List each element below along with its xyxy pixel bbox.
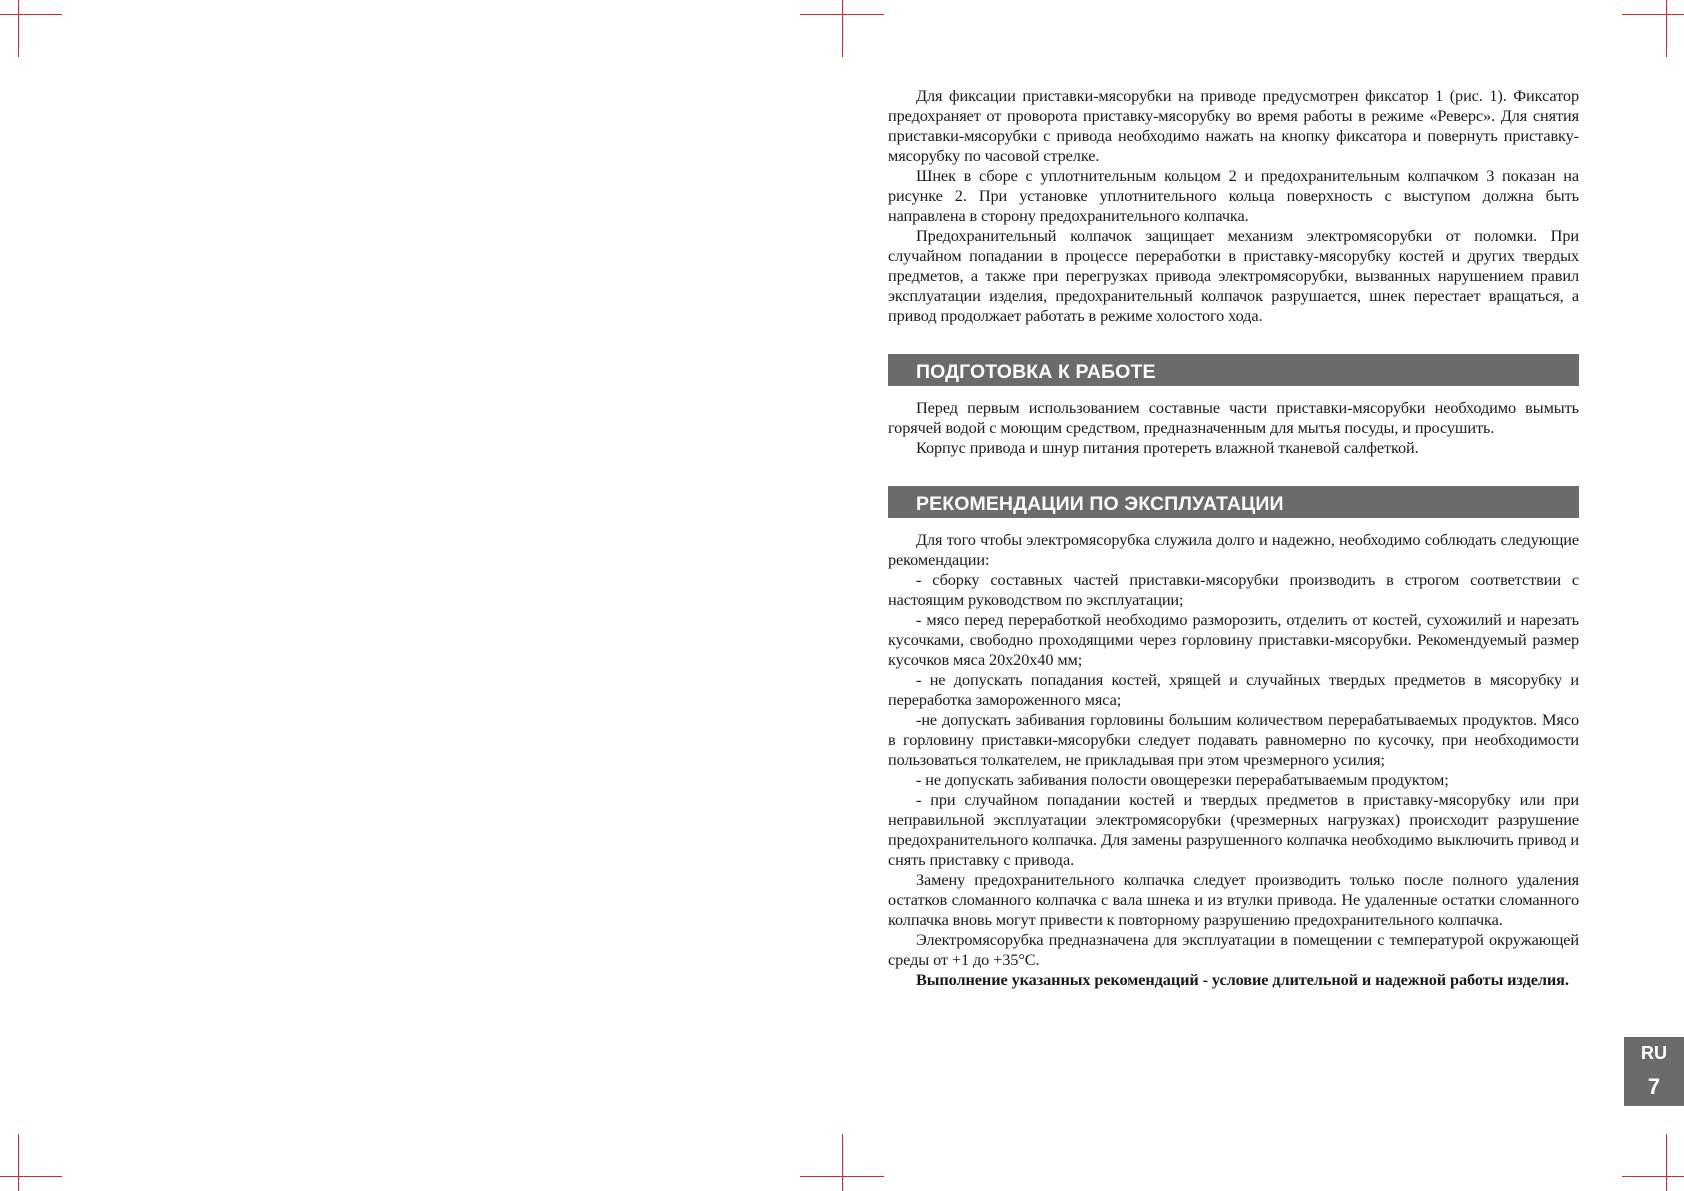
recommendation-item: - не допускать попадания костей, хрящей и случайных твердых предметов в мясорубку и переработка замороженного мяса; — [888, 670, 1579, 709]
section-heading-preparation: ПОДГОТОВКА К РАБОТЕ — [888, 354, 1579, 386]
intro-section — [888, 86, 1579, 326]
intro-paragraph: Шнек в сборе с уплотнительным кольцом 2 и предохранительным колпачком 3 показан на рисунке 2. При установке уплотнительного кольца поверхность с выступом должна быть направлена в сторону предохранительного колпачка. — [888, 166, 1579, 225]
bold-note: Выполнение указанных рекомендаций - условие длительной и надежной работы изделия. — [916, 970, 1569, 989]
preparation-paragraph: Корпус привода и шнур питания протереть влажной тканевой салфеткой. — [916, 438, 1419, 457]
recommendation-item: -не допускать забивания горловины большим количеством перерабатываемых продуктов. Мясо в горловину приставки-мясорубки следует подавать равномерно по кусочку, при необходимости пользоваться толкателем, не прикладывая при этом чрезмерного усилия; — [888, 710, 1579, 769]
recommendation-paragraph: Электромясорубка предназначена для эксплуатации в помещении с температурой окружающей среды от +1 до +35°С. — [888, 930, 1579, 969]
intro-paragraph: Предохранительный колпачок защищает механизм электромясорубки от поломки. При случайном попадании в процессе переработки в приставку-мясорубку костей и других твердых предметов, а также при перегрузках привода электромясорубки, вызванных нарушением правил эксплуатации изделия, предохранительный колпачок разрушается, шнек перестает вращаться, а привод продолжает работать в режиме холостого хода. — [888, 226, 1579, 325]
language-page-tab — [1624, 1037, 1684, 1106]
recommendation-item: - сборку составных частей приставки-мясорубки производить в строгом соответствии с настоящим руководством по эксплуатации; — [888, 570, 1579, 609]
preparation-paragraph: Перед первым использованием составные части приставки-мясорубки необходимо вымыть горячей водой с моющим средством, предназначенным для мытья посуды, и просушить. — [888, 398, 1579, 437]
language-label: RU — [1641, 1043, 1667, 1063]
page-number: 7 — [1647, 1074, 1661, 1099]
page-content-column — [888, 86, 1579, 990]
recommendation-item: - при случайном попадании костей и твердых предметов в приставку-мясорубку или при неправильной эксплуатации электромясорубки (чрезмерных нагрузках) происходит разрушение предохранительного колпачка. Для замены разрушенного колпачка необходимо выключить привод и снять приставку с привода. — [888, 790, 1579, 869]
intro-paragraph: Для фиксации приставки-мясорубки на приводе предусмотрен фиксатор 1 (рис. 1). Фиксатор предохраняет от проворота приставку-мясорубку во время работы в режиме «Реверс». Для снятия приставки-мясорубки с привода необходимо нажать на кнопку фиксатора и повернуть приставку-мясорубку по часовой стрелке. — [888, 86, 1579, 165]
recommendation-paragraph: Для того чтобы электромясорубка служила долго и надежно, необходимо соблюдать следующие рекомендации: — [888, 530, 1579, 569]
section-heading-recommendations: РЕКОМЕНДАЦИИ ПО ЭКСПЛУАТАЦИИ — [888, 486, 1579, 518]
preparation-section — [888, 398, 1579, 458]
recommendation-item: - мясо перед переработкой необходимо разморозить, отделить от костей, сухожилий и нарезать кусочками, свободно проходящими через горловину приставки-мясорубки. Рекомендуемый размер кусочков мяса 20х20х40 мм; — [888, 610, 1579, 669]
recommendation-paragraph: Замену предохранительного колпачка следует производить только после полного удаления остатков сломанного колпачка с вала шнека и из втулки привода. Не удаленные остатки сломанного колпачка вновь могут привести к повторному разрушению предохранительного колпачка. — [888, 870, 1579, 929]
recommendations-section — [888, 530, 1579, 990]
recommendation-item: - не допускать забивания полости овощерезки перерабатываемым продуктом; — [916, 770, 1449, 789]
